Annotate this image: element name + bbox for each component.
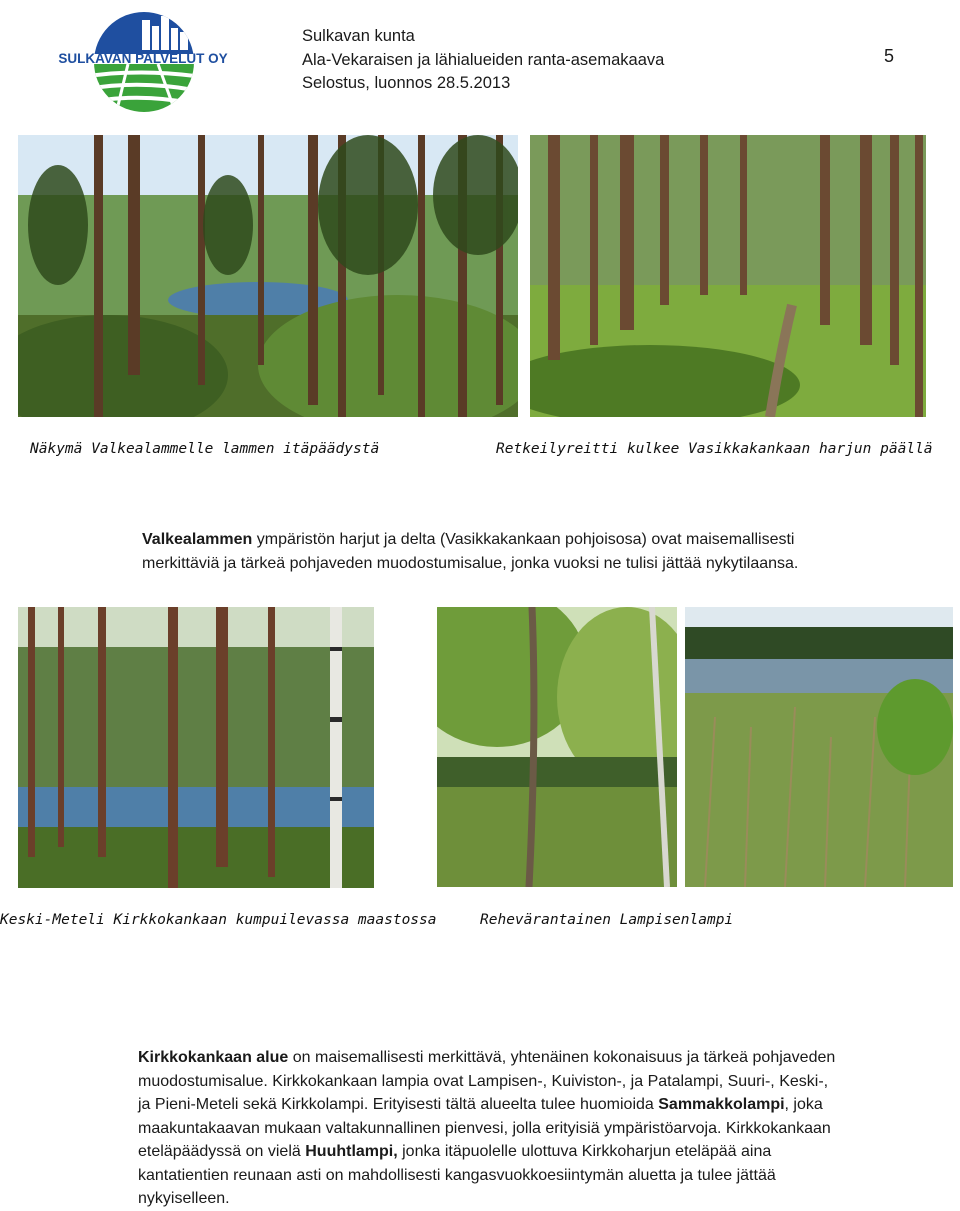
term-huuhtlampi: Huuhtlampi,: [305, 1143, 398, 1160]
photo-vasikkakangas-trail: [530, 135, 926, 417]
term-kirkkokankaan-alue: Kirkkokankaan alue: [138, 1049, 289, 1066]
caption-photo-3: Keski-Meteli Kirkkokankaan kumpuilevassa maastossa: [0, 912, 437, 928]
paragraph-valkealampi: Valkealammen ympäristön harjut ja delta (Vasikkakankaan pohjoisosa) ovat maisemallisesti merkittäviä ja tärkeä pohjaveden muodostumisalue, jonka vuoksi ne tulisi jättää nykytilaansa.: [142, 531, 799, 572]
caption-photo-2: Retkeilyreitti kulkee Vasikkakankaan harjun päällä: [496, 441, 933, 457]
header-municipality: Sulkavan kunta: [302, 27, 415, 45]
caption-photo-4: Rehevärantainen Lampisenlampi: [480, 912, 734, 928]
header-plan-title: Ala-Vekaraisen ja lähialueiden ranta-asemakaava: [302, 51, 665, 69]
photo-keski-meteli: [18, 607, 374, 888]
photo-valkealampi-view: [18, 135, 518, 417]
paragraph-kirkkokangas: Kirkkokankaan alue on maisemallisesti merkittävä, yhtenäinen kokonaisuus ja tärkeä pohjaveden muodostumisalue. Kirkkokankaan lampia ovat Lampisen-, Kuiviston-, ja Patalampi, Suuri-, Keski-, ja Pieni-Meteli sekä Kirkkolampi. Erityisesti tältä alueelta tulee huomioida Sammakkolampi, joka maakuntakaavan mukaan valtakunnallinen pienvesi, jolla erityisiä ympäristöarvoja. Kirkkokankaan eteläpäädyssä on vielä Huuhtlampi, jonka itäpuolelle ulottuva Kirkkoharjun eteläpää aina kantatientien reunaan asti on mahdollisesti kangasvuokkoesiintymän aluetta ja tulee jättää nykyiselleen.: [138, 1049, 836, 1207]
term-valkealammen: Valkealammen: [142, 531, 253, 548]
caption-photo-1: Näkymä Valkealammelle lammen itäpäädystä: [30, 441, 380, 457]
photo-lampisenlampi-shore: [437, 607, 677, 887]
page-number: 5: [884, 46, 895, 66]
photo-lampisenlampi-reeds: [685, 607, 953, 887]
sulkavan-palvelut-logo: [58, 6, 228, 114]
term-sammakkolampi: Sammakkolampi: [658, 1096, 785, 1113]
logo-text: SULKAVAN PALVELUT OY: [58, 51, 228, 66]
header-document-date: Selostus, luonnos 28.5.2013: [302, 74, 511, 92]
